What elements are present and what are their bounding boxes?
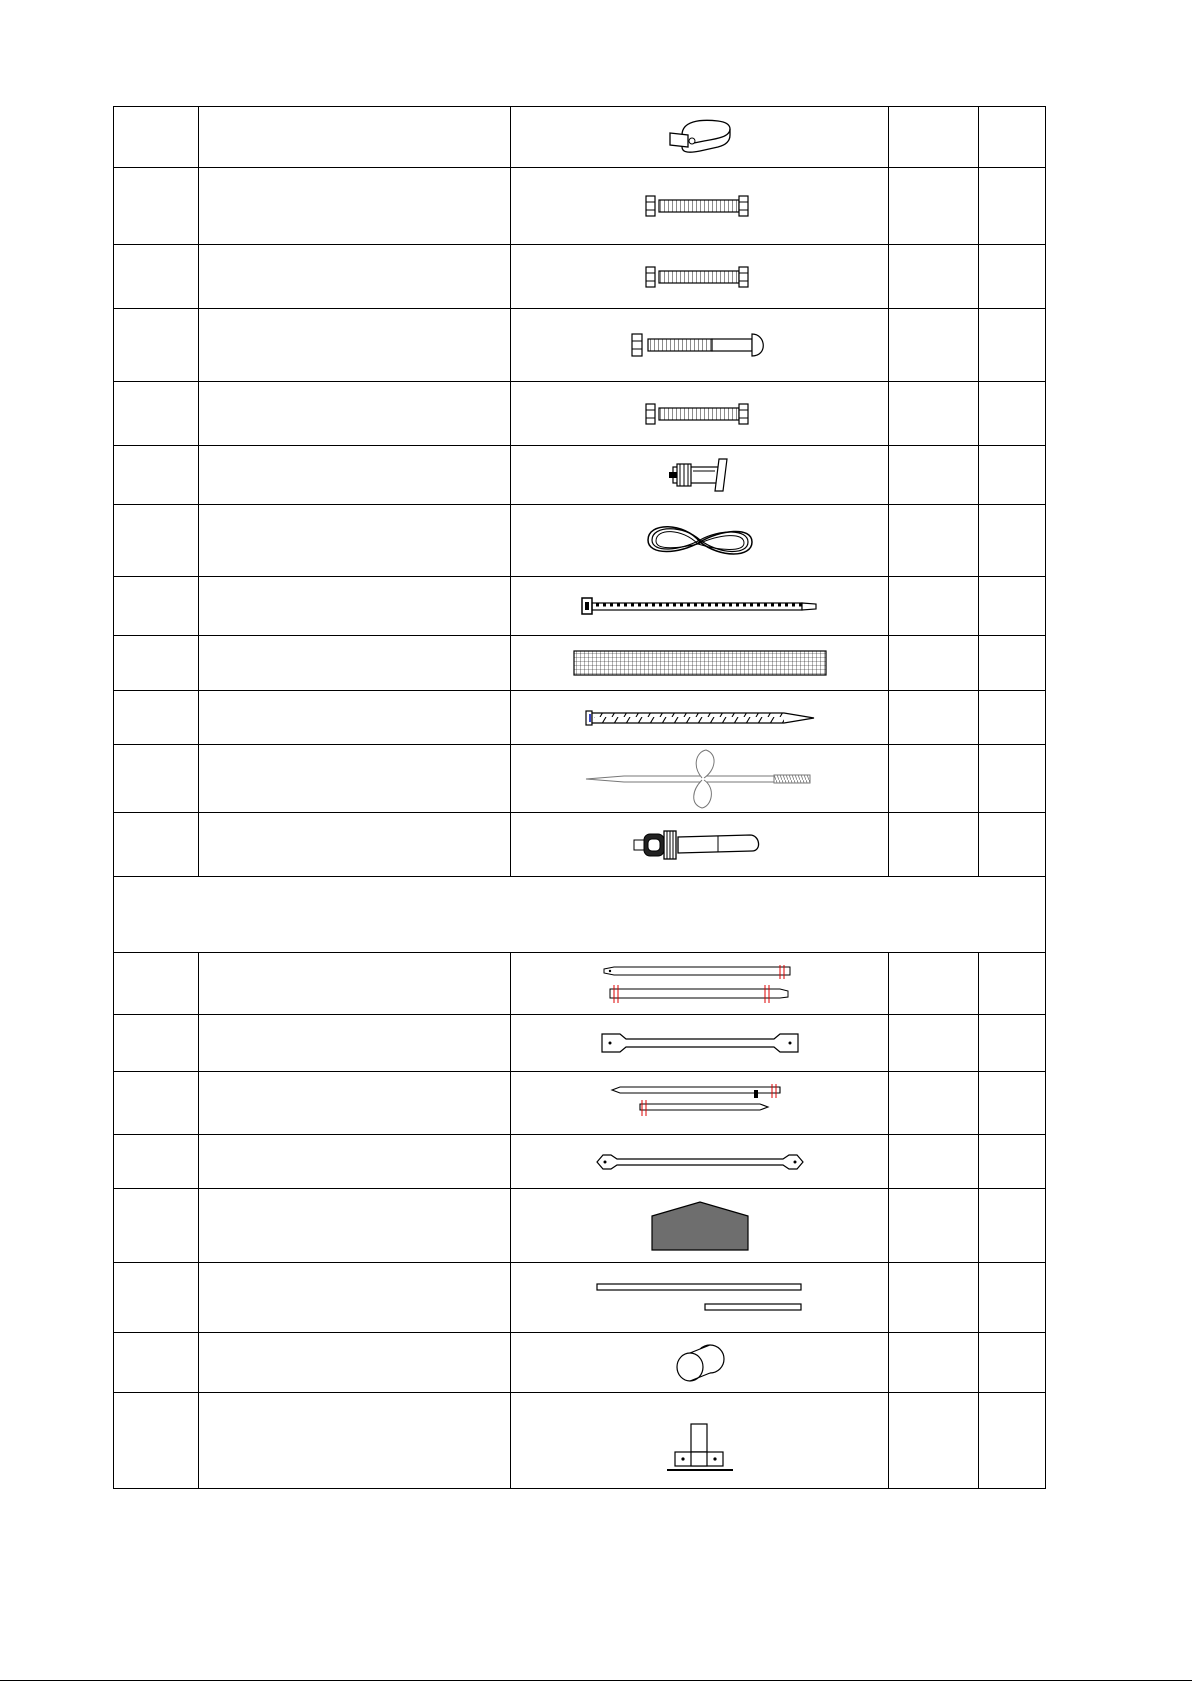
bolt-icon [644, 399, 756, 429]
section-title-cell [114, 877, 1046, 953]
part-image-cell [511, 245, 889, 309]
quantity-cell [889, 1135, 979, 1189]
part-number-cell [114, 446, 199, 505]
note-cell [979, 1333, 1046, 1393]
part-name-cell [199, 505, 511, 577]
part-name-cell [199, 636, 511, 691]
bar-icon [595, 1152, 805, 1172]
part-number-cell [114, 505, 199, 577]
part-name-cell [199, 745, 511, 813]
part-number-cell [114, 953, 199, 1015]
part-name-cell [199, 1072, 511, 1135]
part-image-cell [511, 309, 889, 382]
part-number-cell [114, 309, 199, 382]
note-cell [979, 1135, 1046, 1189]
part-name-cell [199, 107, 511, 168]
part-name-cell [199, 1189, 511, 1263]
quantity-cell [889, 691, 979, 745]
pole-pair-icon [610, 1084, 790, 1122]
table-row [114, 382, 1046, 446]
parts-table [113, 106, 1046, 1489]
part-number-cell [114, 1263, 199, 1333]
part-name-cell [199, 1015, 511, 1072]
quantity-cell [889, 745, 979, 813]
section-row [114, 877, 1046, 953]
note-cell [979, 1393, 1046, 1489]
part-image-cell [511, 1072, 889, 1135]
band-clamp-icon [660, 113, 740, 161]
table-row [114, 1135, 1046, 1189]
carriage-bolt-icon [630, 328, 770, 362]
table-row [114, 1393, 1046, 1489]
quantity-cell [889, 953, 979, 1015]
part-name-cell [199, 168, 511, 245]
netting-strip-icon [572, 649, 828, 677]
part-number-cell [114, 245, 199, 309]
part-image-cell [511, 1135, 889, 1189]
note-cell [979, 1015, 1046, 1072]
screw-spike-icon [584, 707, 816, 729]
table-row [114, 745, 1046, 813]
quantity-cell [889, 245, 979, 309]
note-cell [979, 446, 1046, 505]
rope-coil-icon [640, 518, 760, 564]
quantity-cell [889, 1393, 979, 1489]
part-name-cell [199, 577, 511, 636]
part-image-cell [511, 1333, 889, 1393]
part-number-cell [114, 691, 199, 745]
part-name-cell [199, 245, 511, 309]
table-row [114, 168, 1046, 245]
ratchet-buckle-icon [665, 455, 735, 495]
part-number-cell [114, 1135, 199, 1189]
round-cap-icon [670, 1339, 730, 1387]
bolt-icon [644, 262, 756, 292]
part-name-cell [199, 691, 511, 745]
part-image-cell [511, 691, 889, 745]
table-row [114, 1189, 1046, 1263]
note-cell [979, 382, 1046, 446]
flat-connector-icon [600, 1031, 800, 1055]
note-cell [979, 636, 1046, 691]
note-cell [979, 953, 1046, 1015]
part-number-cell [114, 168, 199, 245]
part-name-cell [199, 953, 511, 1015]
quantity-cell [889, 1333, 979, 1393]
quantity-cell [889, 107, 979, 168]
part-image-cell [511, 1015, 889, 1072]
part-number-cell [114, 1393, 199, 1489]
part-number-cell [114, 1015, 199, 1072]
part-number-cell [114, 1189, 199, 1263]
part-name-cell [199, 309, 511, 382]
quantity-cell [889, 1263, 979, 1333]
table-row [114, 309, 1046, 382]
table-row [114, 1072, 1046, 1135]
part-image-cell [511, 813, 889, 877]
table-row [114, 691, 1046, 745]
note-cell [979, 168, 1046, 245]
table-row [114, 813, 1046, 877]
part-image-cell [511, 107, 889, 168]
table-row [114, 245, 1046, 309]
part-image-cell [511, 953, 889, 1015]
part-image-cell [511, 1263, 889, 1333]
part-name-cell [199, 1135, 511, 1189]
note-cell [979, 309, 1046, 382]
part-number-cell [114, 382, 199, 446]
part-name-cell [199, 1263, 511, 1333]
quantity-cell [889, 636, 979, 691]
note-cell [979, 691, 1046, 745]
short-bolt-icon [644, 191, 756, 221]
part-image-cell [511, 1189, 889, 1263]
quantity-cell [889, 382, 979, 446]
mount-bracket-icon [665, 1422, 735, 1474]
table-row [114, 1263, 1046, 1333]
note-cell [979, 1263, 1046, 1333]
note-cell [979, 107, 1046, 168]
part-image-cell [511, 577, 889, 636]
part-image-cell [511, 636, 889, 691]
cable-tie-icon [580, 594, 820, 618]
part-number-cell [114, 1072, 199, 1135]
quantity-cell [889, 1015, 979, 1072]
part-name-cell [199, 1333, 511, 1393]
expansion-bolt-icon [630, 825, 770, 865]
part-image-cell [511, 1393, 889, 1489]
quantity-cell [889, 168, 979, 245]
table-row [114, 446, 1046, 505]
page-bottom-rule [0, 1680, 1192, 1681]
table-row [114, 505, 1046, 577]
flat-bar-pair-icon [595, 1280, 805, 1316]
quantity-cell [889, 446, 979, 505]
quantity-cell [889, 505, 979, 577]
quantity-cell [889, 309, 979, 382]
table-row [114, 636, 1046, 691]
table-row [114, 107, 1046, 168]
part-number-cell [114, 577, 199, 636]
note-cell [979, 745, 1046, 813]
part-image-cell [511, 446, 889, 505]
part-number-cell [114, 745, 199, 813]
note-cell [979, 505, 1046, 577]
part-image-cell [511, 382, 889, 446]
table-row [114, 953, 1046, 1015]
note-cell [979, 1189, 1046, 1263]
note-cell [979, 577, 1046, 636]
part-image-cell [511, 745, 889, 813]
part-name-cell [199, 813, 511, 877]
note-cell [979, 1072, 1046, 1135]
part-number-cell [114, 636, 199, 691]
note-cell [979, 245, 1046, 309]
table-row [114, 577, 1046, 636]
quantity-cell [889, 577, 979, 636]
ground-anchor-icon [584, 748, 816, 810]
part-number-cell [114, 107, 199, 168]
table-row [114, 1333, 1046, 1393]
note-cell [979, 813, 1046, 877]
part-number-cell [114, 1333, 199, 1393]
quantity-cell [889, 1189, 979, 1263]
part-image-cell [511, 505, 889, 577]
tube-pair-icon [600, 963, 800, 1005]
part-name-cell [199, 382, 511, 446]
part-image-cell [511, 168, 889, 245]
quantity-cell [889, 1072, 979, 1135]
part-name-cell [199, 446, 511, 505]
quantity-cell [889, 813, 979, 877]
part-number-cell [114, 813, 199, 877]
end-cap-panel-icon [650, 1200, 750, 1252]
part-name-cell [199, 1393, 511, 1489]
table-row [114, 1015, 1046, 1072]
